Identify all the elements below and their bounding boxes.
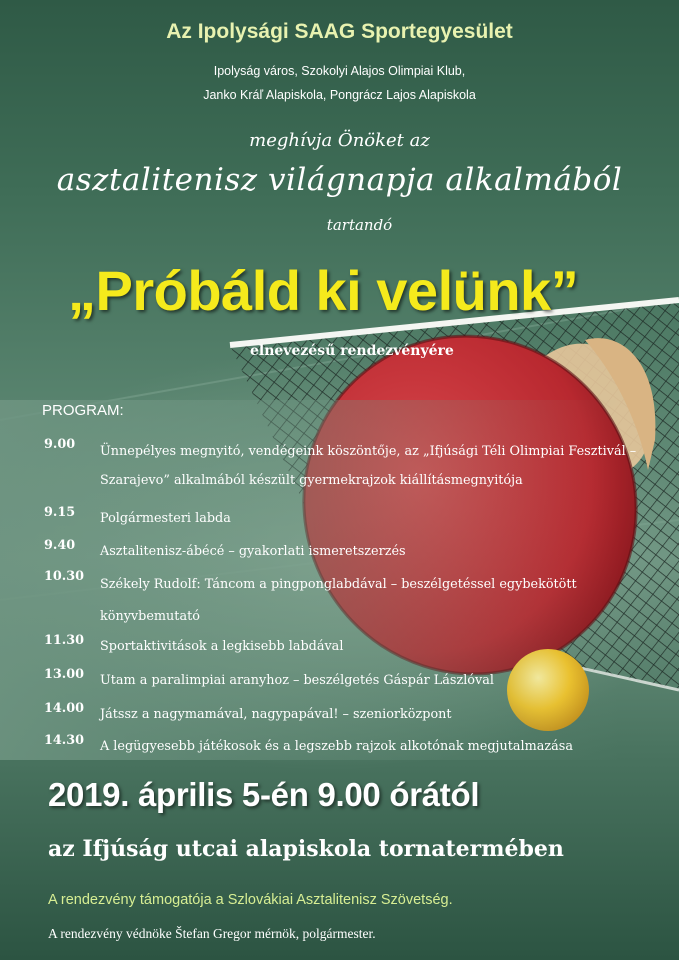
program-time: 9.00 (44, 437, 76, 452)
program-description: Polgármesteri labda (100, 511, 231, 526)
sponsor-note: A rendezvény támogatója a Szlovákiai Asztalitenisz Szövetség. (48, 892, 453, 908)
program-time: 13.00 (44, 667, 85, 682)
program-time: 11.30 (44, 633, 85, 648)
partners-line-1: Ipolyság város, Szokolyi Alajos Olimpiai Klub, (213, 64, 466, 78)
event-subtitle: elnevezésű rendezvényére (250, 343, 454, 359)
held-line: tartandó (326, 216, 393, 234)
program-time: 14.30 (44, 733, 85, 748)
patron-note: A rendezvény védnöke Štefan Gregor mérnök, polgármester. (48, 926, 376, 941)
program-description: Játssz a nagymamával, nagypapával! – szeniorközpont (100, 707, 452, 722)
program-description: A legügyesebb játékosok és a legszebb rajzok alkotónak megjutalmazása (100, 739, 573, 754)
program-time: 9.40 (44, 538, 76, 553)
program-description: Székely Rudolf: Táncom a pingponglabdával – beszélgetéssel egybekötött könyvbemutató (100, 577, 577, 624)
event-date: 2019. április 5-én 9.00 órától (48, 776, 480, 813)
invitation-line: meghívja Önöket az (249, 130, 430, 151)
program-description: Ünnepélyes megnyitó, vendégeink köszöntője, az „Ifjúsági Téli Olimpiai Fesztivál – Szarajevo” alkalmából készült gyermekrajzok kiállításmegnyitója (100, 444, 637, 488)
partners-line-2: Janko Kráľ Alapiskola, Pongrácz Lajos Alapiskola (203, 88, 476, 102)
program-time: 10.30 (44, 569, 85, 584)
event-title: „Próbáld ki velünk” (68, 259, 579, 322)
event-venue: az Ifjúság utcai alapiskola tornatermében (48, 836, 564, 862)
organization-name: Az Ipolysági SAAG Sportegyesület (166, 20, 513, 43)
program-time: 14.00 (44, 701, 85, 716)
program-description: Asztalitenisz-ábécé – gyakorlati ismeretszerzés (100, 544, 406, 559)
program-time: 9.15 (44, 505, 76, 520)
occasion-line: asztalitenisz világnapja alkalmából (56, 162, 623, 198)
program-heading: PROGRAM: (42, 402, 124, 419)
program-description: Utam a paralimpiai aranyhoz – beszélgetés Gáspár Lászlóval (100, 673, 494, 688)
program-description: Sportaktivitások a legkisebb labdával (100, 639, 344, 654)
